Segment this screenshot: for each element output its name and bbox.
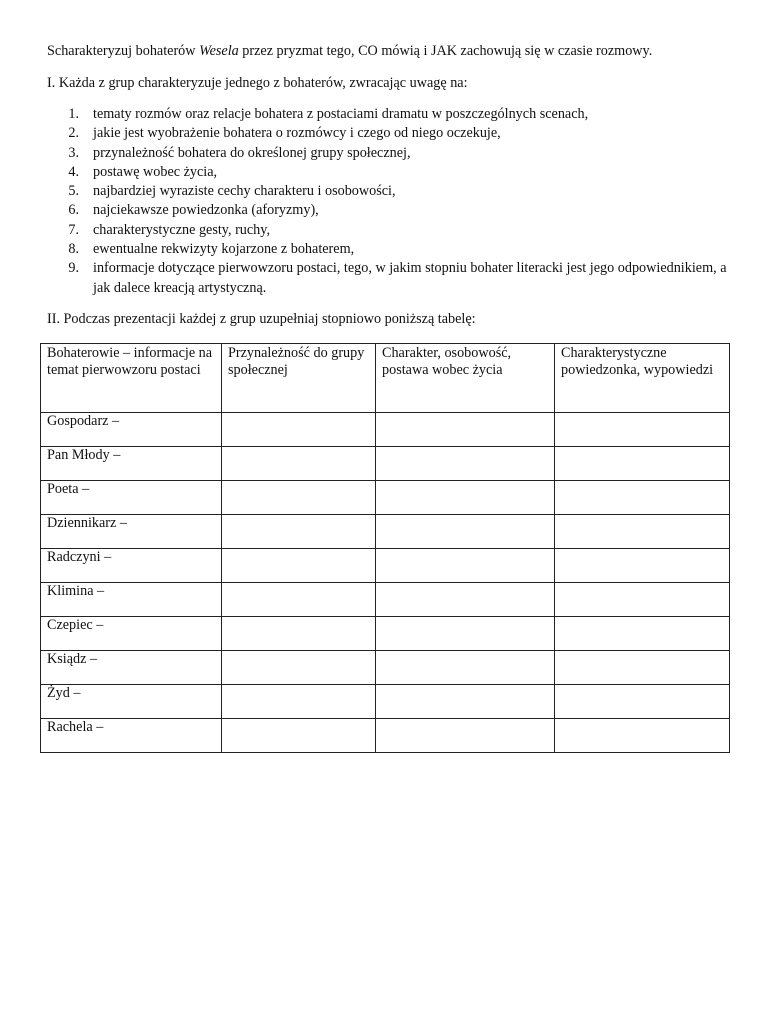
social-group-cell[interactable] [222,413,376,447]
sayings-cell[interactable] [555,549,730,583]
drama-title: Wesela [199,43,239,59]
table-header-row [41,344,730,413]
table-row [41,481,730,515]
social-group-cell[interactable] [222,651,376,685]
intro-text-after: przez pryzmat tego, CO mówią i JAK zachowują się w czasie rozmowy. [238,43,653,59]
list-item-number: 6. [68,202,79,219]
list-item-number: 3. [68,144,79,161]
character-name-cell: Radczyni – [41,549,222,583]
personality-cell[interactable] [376,719,555,753]
character-name-cell: Poeta – [41,481,222,515]
social-group-cell[interactable] [222,549,376,583]
personality-cell[interactable] [376,515,555,549]
character-name-cell: Pan Młody – [41,447,222,481]
list-item-text: najbardziej wyraziste cechy charakteru i osobowości, [93,183,396,200]
list-item-text: postawę wobec życia, [93,163,218,180]
sayings-cell[interactable] [555,447,730,481]
sayings-cell[interactable] [555,719,730,753]
sayings-cell[interactable] [555,617,730,651]
task-list [47,105,727,298]
column-header-sayings: Charakterystyczne powiedzonka, wypowiedzi [555,344,730,413]
list-item-text: informacje dotyczące pierwowzoru postaci, tego, w jakim stopniu bohater literacki jest jego odpowiednikiem, a jak dalece kreacją artystyczną. [93,260,727,296]
column-header-characters: Bohaterowie – informacje na temat pierwowzoru postaci [41,344,222,413]
section-1-heading: I. Każda z grup charakteryzuje jednego z bohaterów, zwracając uwagę na: [47,75,468,91]
personality-cell[interactable] [376,651,555,685]
table-row [41,719,730,753]
social-group-cell[interactable] [222,515,376,549]
characters-table [40,343,730,753]
personality-cell[interactable] [376,413,555,447]
list-item-number: 7. [68,221,79,238]
table-row [41,549,730,583]
table-row [41,685,730,719]
character-name-cell: Klimina – [41,583,222,617]
list-item-number: 5. [68,183,79,200]
table-row [41,447,730,481]
character-name-cell: Ksiądz – [41,651,222,685]
table-row [41,617,730,651]
character-name-cell: Dziennikarz – [41,515,222,549]
list-item [47,201,727,220]
list-item [47,259,727,298]
table-row [41,413,730,447]
personality-cell[interactable] [376,447,555,481]
list-item-text: jakie jest wyobrażenie bohatera o rozmówcy i czego od niego oczekuje, [93,125,501,142]
list-item-text: ewentualne rekwizyty kojarzone z bohaterem, [93,241,355,258]
social-group-cell[interactable] [222,447,376,481]
social-group-cell[interactable] [222,481,376,515]
list-item-text: charakterystyczne gesty, ruchy, [93,221,270,238]
list-item [47,240,727,259]
table-row [41,651,730,685]
list-item-number: 8. [68,241,79,258]
list-item [47,182,727,201]
intro-instruction [47,42,652,61]
list-item [47,105,727,124]
list-item-text: przynależność bohatera do określonej grupy społecznej, [93,144,411,161]
column-header-personality: Charakter, osobowość, postawa wobec życia [376,344,555,413]
character-name-cell: Żyd – [41,685,222,719]
list-item-text: tematy rozmów oraz relacje bohatera z postaciami dramatu w poszczególnych scenach, [93,106,589,122]
sayings-cell[interactable] [555,481,730,515]
social-group-cell[interactable] [222,719,376,753]
table-row [41,515,730,549]
intro-text-before: Scharakteryzuj bohaterów [47,43,200,59]
personality-cell[interactable] [376,583,555,617]
personality-cell[interactable] [376,549,555,583]
character-name-cell: Rachela – [41,719,222,753]
sayings-cell[interactable] [555,685,730,719]
column-header-social-group: Przynależność do grupy społecznej [222,344,376,413]
sayings-cell[interactable] [555,583,730,617]
list-item-text: najciekawsze powiedzonka (aforyzmy), [93,202,319,219]
list-item-number: 9. [68,260,79,277]
social-group-cell[interactable] [222,685,376,719]
section-2-heading: II. Podczas prezentacji każdej z grup uzupełniaj stopniowo poniższą tabelę: [47,311,476,327]
character-name-cell: Gospodarz – [41,413,222,447]
list-item [47,221,727,240]
sayings-cell[interactable] [555,651,730,685]
personality-cell[interactable] [376,685,555,719]
personality-cell[interactable] [376,481,555,515]
social-group-cell[interactable] [222,583,376,617]
list-item [47,124,727,143]
character-name-cell: Czepiec – [41,617,222,651]
social-group-cell[interactable] [222,617,376,651]
list-item-number: 2. [68,125,79,142]
personality-cell[interactable] [376,617,555,651]
table-row [41,583,730,617]
list-item-number: 1. [68,106,79,122]
list-item [47,163,727,182]
sayings-cell[interactable] [555,413,730,447]
list-item [47,144,727,163]
sayings-cell[interactable] [555,515,730,549]
list-item-number: 4. [68,163,79,180]
